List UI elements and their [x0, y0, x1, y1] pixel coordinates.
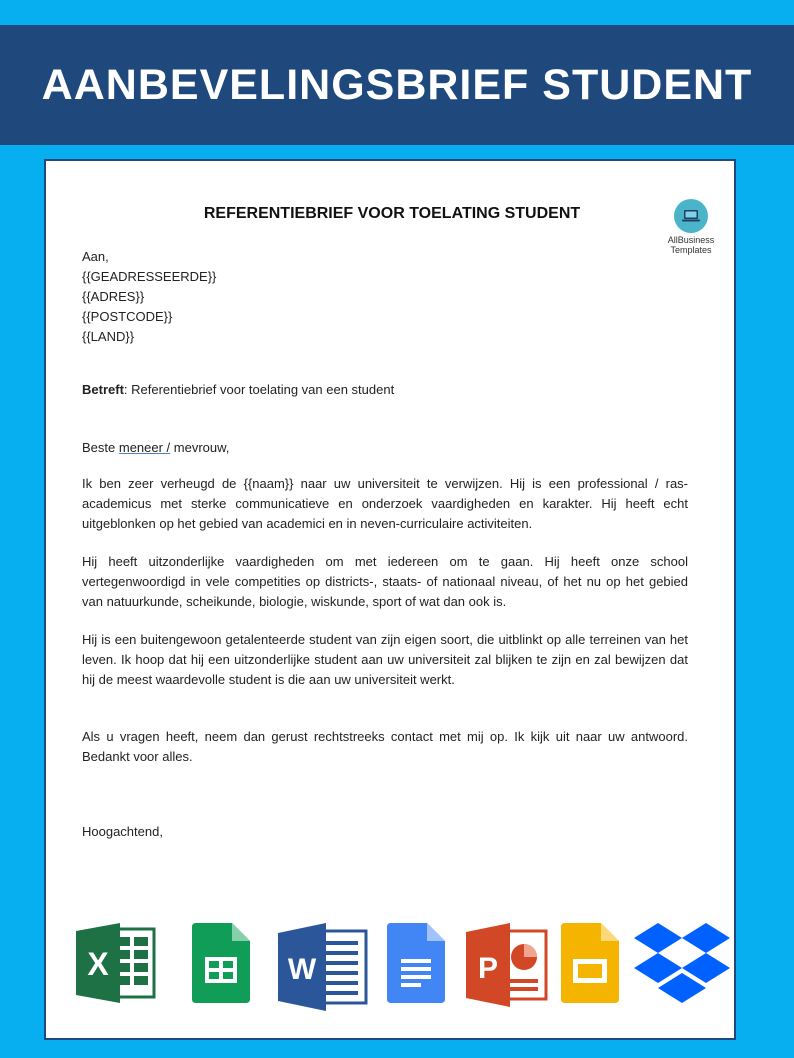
address-line: {{POSTCODE}} [82, 309, 173, 324]
address-block [82, 247, 688, 347]
salutation-suffix: mevrouw, [170, 440, 230, 455]
svg-text:X: X [87, 946, 109, 982]
address-line: {{LAND}} [82, 329, 135, 344]
header-banner [0, 25, 794, 145]
paragraph-4: Als u vragen heeft, neem dan gerust rechtstreeks contact met mij op. Ik kijk uit naar uw antwoord. Bedankt voor alles. [82, 729, 688, 764]
salutation-prefix: Beste [82, 440, 119, 455]
address-line: {{GEADRESSEERDE}} [82, 269, 217, 284]
app-icons-row [46, 923, 738, 1013]
powerpoint-icon[interactable] [464, 923, 550, 1007]
address-line: Aan, [82, 249, 109, 264]
word-icon[interactable] [276, 923, 370, 1011]
salutation [82, 438, 688, 458]
logo-line1: AllBusiness [667, 235, 715, 245]
salutation-underlined: meneer / [118, 440, 171, 455]
document-title: REFERENTIEBRIEF VOOR TOELATING STUDENT [203, 205, 581, 222]
subject-line [82, 380, 688, 400]
excel-icon[interactable] [74, 923, 158, 1003]
google-sheets-icon[interactable] [192, 923, 250, 1003]
document-preview [44, 159, 736, 1040]
svg-text:W: W [287, 953, 317, 986]
dropbox-icon[interactable] [634, 923, 730, 1011]
closing: Hoogachtend, [82, 824, 163, 839]
paragraph-1: Ik ben zeer verheugd de {{naam}} naar uw universiteit te verwijzen. Hij is een professional / ras-academicus met sterke communicatieve en onderzoek vaardigheden en karakter. Hij heeft echt uitgeblonken op het gebied van academici en in neven-curriculaire activiteiten. [82, 476, 688, 531]
paragraph-3: Hij is een buitengewoon getalenteerde student van zijn eigen soort, die uitblinkt op alle terreinen van het leven. Ik hoop dat hij een uitzonderlijke student aan uw universiteit zal blijken te zijn en zal bewijzen dat hij de meest waardevolle student is die aan uw universiteit werkt. [82, 632, 688, 687]
subject-text: : Referentiebrief voor toelating van een student [123, 382, 395, 397]
address-line: {{ADRES}} [82, 289, 145, 304]
logo-line2: Templates [670, 245, 712, 255]
banner-title: AANBEVELINGSBRIEF STUDENT [41, 60, 753, 109]
subject-label: Betreft [82, 382, 124, 397]
top-strip [0, 0, 794, 25]
google-slides-icon[interactable] [561, 923, 619, 1003]
paragraph-2: Hij heeft uitzonderlijke vaardigheden om met iedereen om te gaan. Hij heeft onze school vertegenwoordigd in vele competities op districts-, staats- of nationaal niveau, of het nu op het gebied van natuurkunde, scheikunde, biologie, wiskunde, sport of wat dan ook is. [82, 554, 688, 609]
svg-text:P: P [477, 952, 499, 985]
google-docs-icon[interactable] [387, 923, 445, 1003]
